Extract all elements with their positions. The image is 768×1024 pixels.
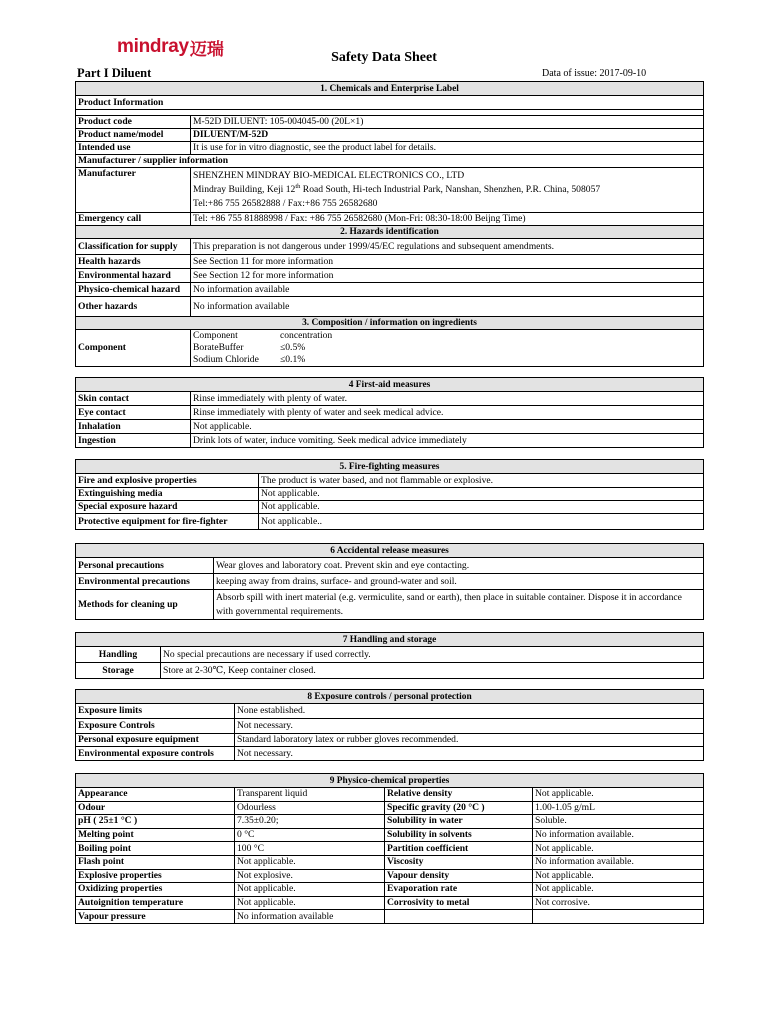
property-label: Relative density: [385, 788, 533, 802]
intended-use-label: Intended use: [76, 142, 191, 155]
environmental-precautions-row: [76, 574, 704, 590]
component-concentration: ≤0.5%: [280, 342, 306, 353]
component-name: BorateBuffer: [193, 342, 244, 353]
property-value: Not applicable.: [533, 883, 704, 897]
other-hazards-value: No information available: [191, 297, 704, 317]
personal-equipment-label: Personal exposure equipment: [76, 734, 235, 747]
manufacturer-row: [76, 168, 704, 213]
property-label: Viscosity: [385, 855, 533, 869]
ingestion-label: Ingestion: [76, 434, 191, 448]
cleaning-methods-value: Absorb spill with inert material (e.g. vermiculite, sand or earth), then place in suitable container. Dispose it in accordance with governmental requirements.: [214, 590, 704, 620]
property-label: [385, 910, 533, 924]
skin-contact-label: Skin contact: [76, 392, 191, 406]
product-info-row: [76, 96, 704, 110]
section-1-header: [76, 82, 704, 96]
property-value: No information available.: [533, 828, 704, 842]
product-code-value: M-52D DILUENT: 105-004045-00 (20L×1): [191, 116, 704, 129]
inhalation-label: Inhalation: [76, 420, 191, 434]
section-5-header: [76, 460, 704, 474]
product-info-label: Product Information: [76, 96, 704, 110]
environmental-precautions-value: keeping away from drains, surface- and ground-water and soil.: [214, 574, 704, 590]
fire-properties-row: [76, 474, 704, 488]
environmental-controls-row: [76, 747, 704, 761]
manufacturer-info-label: Manufacturer / supplier information: [76, 155, 704, 168]
product-name-value: DILUENT/M-52D: [191, 129, 704, 142]
classification-label: Classification for supply: [76, 239, 191, 255]
personal-precautions-value: Wear gloves and laboratory coat. Prevent skin and eye contacting.: [214, 558, 704, 574]
property-label: Melting point: [76, 828, 235, 842]
logo-text: mindray: [117, 36, 189, 57]
section-2-header: [76, 226, 704, 239]
product-name-label: Product name/model: [76, 129, 191, 142]
special-exposure-value: Not applicable.: [259, 501, 704, 514]
property-label: Partition coefficient: [385, 842, 533, 856]
exposure-limits-value: None established.: [235, 704, 704, 719]
property-value: Transparent liquid: [235, 788, 385, 802]
component-name: Sodium Chloride: [193, 354, 259, 365]
personal-equipment-value: Standard laboratory latex or rubber gloves recommended.: [235, 734, 704, 747]
environmental-hazard-label: Environmental hazard: [76, 269, 191, 283]
property-label: Odour: [76, 801, 235, 815]
ingestion-value: Drink lots of water, induce vomiting. Seek medical advice immediately: [191, 434, 704, 448]
section-9-table: [75, 773, 704, 924]
document-title: Safety Data Sheet: [331, 50, 437, 65]
personal-equipment-row: [76, 734, 704, 747]
handling-row: [76, 647, 704, 663]
section-2-title: 2. Hazards identification: [76, 226, 704, 239]
property-label: Evaporation rate: [385, 883, 533, 897]
inhalation-row: [76, 420, 704, 434]
property-row: [76, 869, 704, 883]
component-details: [191, 330, 704, 367]
section-9-header: [76, 774, 704, 788]
environmental-hazard-value: See Section 12 for more information: [191, 269, 704, 283]
property-row: [76, 910, 704, 924]
cleaning-methods-label: Methods for cleaning up: [76, 590, 214, 620]
component-col-header: Component: [193, 330, 238, 341]
storage-label: Storage: [76, 663, 161, 679]
section-5-title: 5. Fire-fighting measures: [76, 460, 704, 474]
property-label: Solubility in water: [385, 815, 533, 829]
property-row: [76, 828, 704, 842]
property-row: [76, 883, 704, 897]
ingestion-row: [76, 434, 704, 448]
eye-contact-row: [76, 406, 704, 420]
component-label: Component: [76, 330, 191, 367]
section-4-header: [76, 378, 704, 392]
property-value: Not applicable.: [533, 788, 704, 802]
section-4-table: [75, 377, 704, 448]
manufacturer-details: [191, 168, 704, 213]
property-label: Boiling point: [76, 842, 235, 856]
extinguishing-media-label: Extinguishing media: [76, 488, 259, 501]
property-value: No information available.: [533, 855, 704, 869]
protective-equipment-row: [76, 514, 704, 530]
manufacturer-info-row: [76, 155, 704, 168]
other-hazards-row: [76, 297, 704, 317]
physico-chemical-hazard-label: Physico-chemical hazard: [76, 283, 191, 297]
component-row: [76, 330, 704, 367]
emergency-label: Emergency call: [76, 213, 191, 226]
other-hazards-label: Other hazards: [76, 297, 191, 317]
eye-contact-label: Eye contact: [76, 406, 191, 420]
personal-precautions-label: Personal precautions: [76, 558, 214, 574]
product-name-row: [76, 129, 704, 142]
property-label: Solubility in solvents: [385, 828, 533, 842]
exposure-limits-label: Exposure limits: [76, 704, 235, 719]
environmental-precautions-label: Environmental precautions: [76, 574, 214, 590]
section-5-table: [75, 459, 704, 530]
emergency-value: Tel: +86 755 81888998 / Fax: +86 755 26582680 (Mon-Fri: 08:30-18:00 Beijng Time): [191, 213, 704, 226]
property-label: Appearance: [76, 788, 235, 802]
section-8-table: [75, 689, 704, 761]
health-hazards-label: Health hazards: [76, 255, 191, 269]
section-1-3-table: [75, 81, 704, 367]
health-hazards-row: [76, 255, 704, 269]
property-label: Autoignition temperature: [76, 896, 235, 910]
handling-label: Handling: [76, 647, 161, 663]
handling-value: No special precautions are necessary if used correctly.: [161, 647, 704, 663]
skin-contact-value: Rinse immediately with plenty of water.: [191, 392, 704, 406]
part-title: Part I Diluent: [77, 66, 152, 80]
section-6-header: [76, 544, 704, 558]
protective-equipment-label: Protective equipment for fire-fighter: [76, 514, 259, 530]
exposure-controls-value: Not necessary.: [235, 719, 704, 734]
exposure-controls-label: Exposure Controls: [76, 719, 235, 734]
physico-chemical-hazard-row: [76, 283, 704, 297]
emergency-row: [76, 213, 704, 226]
section-6-table: [75, 543, 704, 620]
intended-use-value: It is use for in vitro diagnostic, see the product label for details.: [191, 142, 704, 155]
cleaning-methods-row: [76, 590, 704, 620]
classification-row: [76, 239, 704, 255]
product-code-label: Product code: [76, 116, 191, 129]
property-value: Soluble.: [533, 815, 704, 829]
property-label: Specific gravity (20 °C ): [385, 801, 533, 815]
extinguishing-media-row: [76, 488, 704, 501]
property-value: Not applicable.: [533, 869, 704, 883]
section-7-header: [76, 633, 704, 647]
logo-cjk-text: 迈瑞: [189, 39, 224, 60]
storage-value: Store at 2-30℃, Keep container closed.: [161, 663, 704, 679]
section-1-title: 1. Chemicals and Enterprise Label: [76, 82, 704, 96]
property-row: [76, 788, 704, 802]
special-exposure-label: Special exposure hazard: [76, 501, 259, 514]
section-7-title: 7 Handling and storage: [76, 633, 704, 647]
property-label: Explosive properties: [76, 869, 235, 883]
product-code-row: [76, 116, 704, 129]
fire-properties-label: Fire and explosive properties: [76, 474, 259, 488]
property-label: Vapour density: [385, 869, 533, 883]
extinguishing-media-value: Not applicable.: [259, 488, 704, 501]
manufacturer-tel: Tel:+86 755 26582888 / Fax:+86 755 26582680: [193, 198, 378, 209]
property-label: Oxidizing properties: [76, 883, 235, 897]
property-row: [76, 896, 704, 910]
property-label: Flash point: [76, 855, 235, 869]
section-6-title: 6 Accidental release measures: [76, 544, 704, 558]
property-label: Vapour pressure: [76, 910, 235, 924]
physico-chemical-hazard-value: No information available: [191, 283, 704, 297]
property-value: Odourless: [235, 801, 385, 815]
section-7-table: [75, 632, 704, 679]
manufacturer-address: [193, 183, 701, 197]
section-4-title: 4 First-aid measures: [76, 378, 704, 392]
property-value: 0 °C: [235, 828, 385, 842]
protective-equipment-value: Not applicable..: [259, 514, 704, 530]
property-value: 1.00-1.05 g/mL: [533, 801, 704, 815]
address-part-2: Road South, Hi-tech Industrial Park, Nanshan, Shenzhen, P.R. China, 508057: [300, 184, 601, 195]
property-row: [76, 842, 704, 856]
section-9-title: 9 Physico-chemical properties: [76, 774, 704, 788]
section-3-header: [76, 317, 704, 330]
health-hazards-value: See Section 11 for more information: [191, 255, 704, 269]
address-superscript: th: [295, 182, 301, 190]
concentration-col-header: concentration: [280, 330, 333, 341]
property-value: 7.35±0.20;: [235, 815, 385, 829]
property-value: Not applicable.: [235, 855, 385, 869]
property-value: No information available: [235, 910, 385, 924]
property-value: 100 °C: [235, 842, 385, 856]
personal-precautions-row: [76, 558, 704, 574]
property-row: [76, 815, 704, 829]
exposure-controls-row: [76, 719, 704, 734]
fire-properties-value: The product is water based, and not flammable or explosive.: [259, 474, 704, 488]
manufacturer-label: Manufacturer: [76, 168, 191, 213]
property-label: Corrosivity to metal: [385, 896, 533, 910]
inhalation-value: Not applicable.: [191, 420, 704, 434]
property-value: Not applicable.: [235, 883, 385, 897]
property-value: Not explosive.: [235, 869, 385, 883]
storage-row: [76, 663, 704, 679]
property-value: Not applicable.: [235, 896, 385, 910]
environmental-controls-value: Not necessary.: [235, 747, 704, 761]
property-row: [76, 801, 704, 815]
property-row: [76, 855, 704, 869]
special-exposure-row: [76, 501, 704, 514]
property-value: [533, 910, 704, 924]
property-value: Not corrosive.: [533, 896, 704, 910]
property-label: pH ( 25±1 °C ): [76, 815, 235, 829]
component-concentration: ≤0.1%: [280, 354, 306, 365]
manufacturer-name: SHENZHEN MINDRAY BIO-MEDICAL ELECTRONICS CO., LTD: [193, 170, 465, 181]
classification-value: This preparation is not dangerous under 1999/45/EC regulations and subsequent amendments.: [191, 239, 704, 255]
section-8-title: 8 Exposure controls / personal protection: [76, 690, 704, 704]
section-8-header: [76, 690, 704, 704]
intended-use-row: [76, 142, 704, 155]
section-3-title: 3. Composition / information on ingredients: [76, 317, 704, 330]
address-part-1: Mindray Building, Keji 12: [193, 184, 296, 195]
eye-contact-value: Rinse immediately with plenty of water and seek medical advice.: [191, 406, 704, 420]
environmental-controls-label: Environmental exposure controls: [76, 747, 235, 761]
exposure-limits-row: [76, 704, 704, 719]
skin-contact-row: [76, 392, 704, 406]
issue-date: Data of issue: 2017-09-10: [542, 68, 647, 79]
environmental-hazard-row: [76, 269, 704, 283]
property-value: Not applicable.: [533, 842, 704, 856]
